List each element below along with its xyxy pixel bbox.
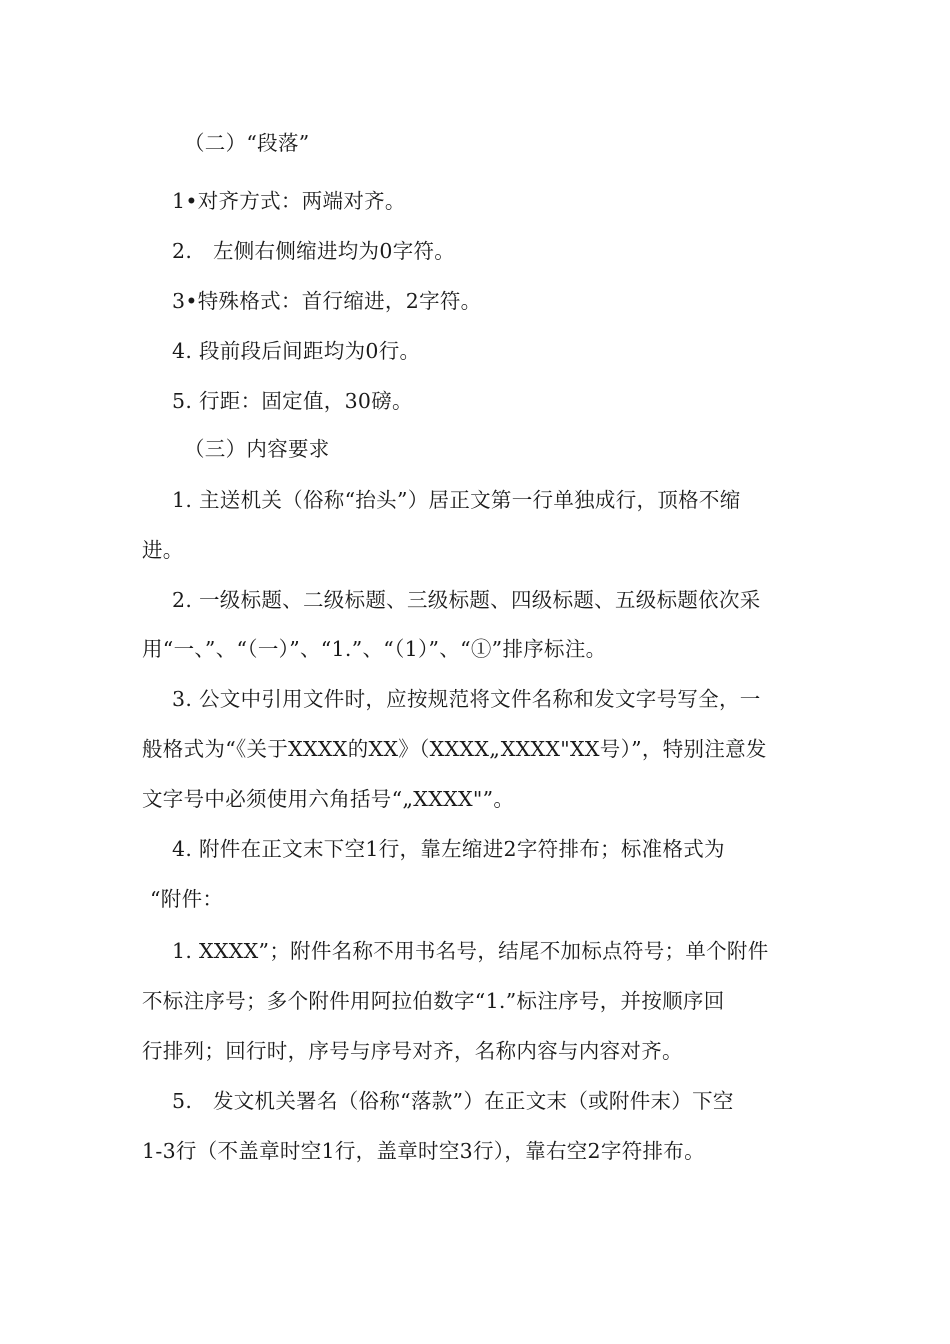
paragraph-line: 1. 主送机关（俗称“抬头”）居正文第一行单独成行，顶格不缩 — [172, 488, 741, 512]
paragraph-line: 4. 附件在正文末下空1行，靠左缩进2字符排布；标准格式为 — [172, 837, 725, 861]
paragraph-line: 用“一、”、“（一）”、“1.”、“（1）”、“①”排序标注。 — [142, 637, 607, 661]
list-item: 5. 行距：固定值，30磅。 — [172, 389, 413, 413]
paragraph-line: 般格式为“《关于XXXX的XX》（XXXX„XXXX"XX号）”，特别注意发 — [142, 737, 767, 761]
paragraph-line: 2. 一级标题、二级标题、三级标题、四级标题、五级标题依次采 — [172, 588, 761, 612]
section-heading-paragraph: （二）“段落” — [184, 131, 310, 155]
list-item: 3•特殊格式：首行缩进，2字符。 — [172, 289, 482, 313]
list-item: 2. 左侧右侧缩进均为0字符。 — [172, 239, 456, 263]
section-heading-content: （三）内容要求 — [184, 437, 330, 461]
paragraph-line: 3. 公文中引用文件时，应按规范将文件名称和发文字号写全，一 — [172, 687, 761, 711]
paragraph-line: 进。 — [142, 538, 184, 562]
paragraph-line: 文字号中必须使用六角括号“„XXXX"”。 — [142, 787, 515, 811]
list-item: 4. 段前段后间距均为0行。 — [172, 339, 421, 363]
paragraph-line: 不标注序号；多个附件用阿拉伯数字“1.”标注序号，并按顺序回 — [142, 989, 725, 1013]
paragraph-line: 5. 发文机关署名（俗称“落款”）在正文末（或附件末）下空 — [172, 1089, 734, 1113]
paragraph-line: 1. XXXX”；附件名称不用书名号，结尾不加标点符号；单个附件 — [172, 939, 769, 963]
paragraph-line: 1-3行（不盖章时空1行，盖章时空3行），靠右空2字符排布。 — [142, 1139, 705, 1163]
list-item: 1•对齐方式：两端对齐。 — [172, 189, 406, 213]
paragraph-line: 行排列；回行时，序号与序号对齐，名称内容与内容对齐。 — [142, 1039, 683, 1063]
paragraph-line: “附件： — [150, 887, 224, 911]
